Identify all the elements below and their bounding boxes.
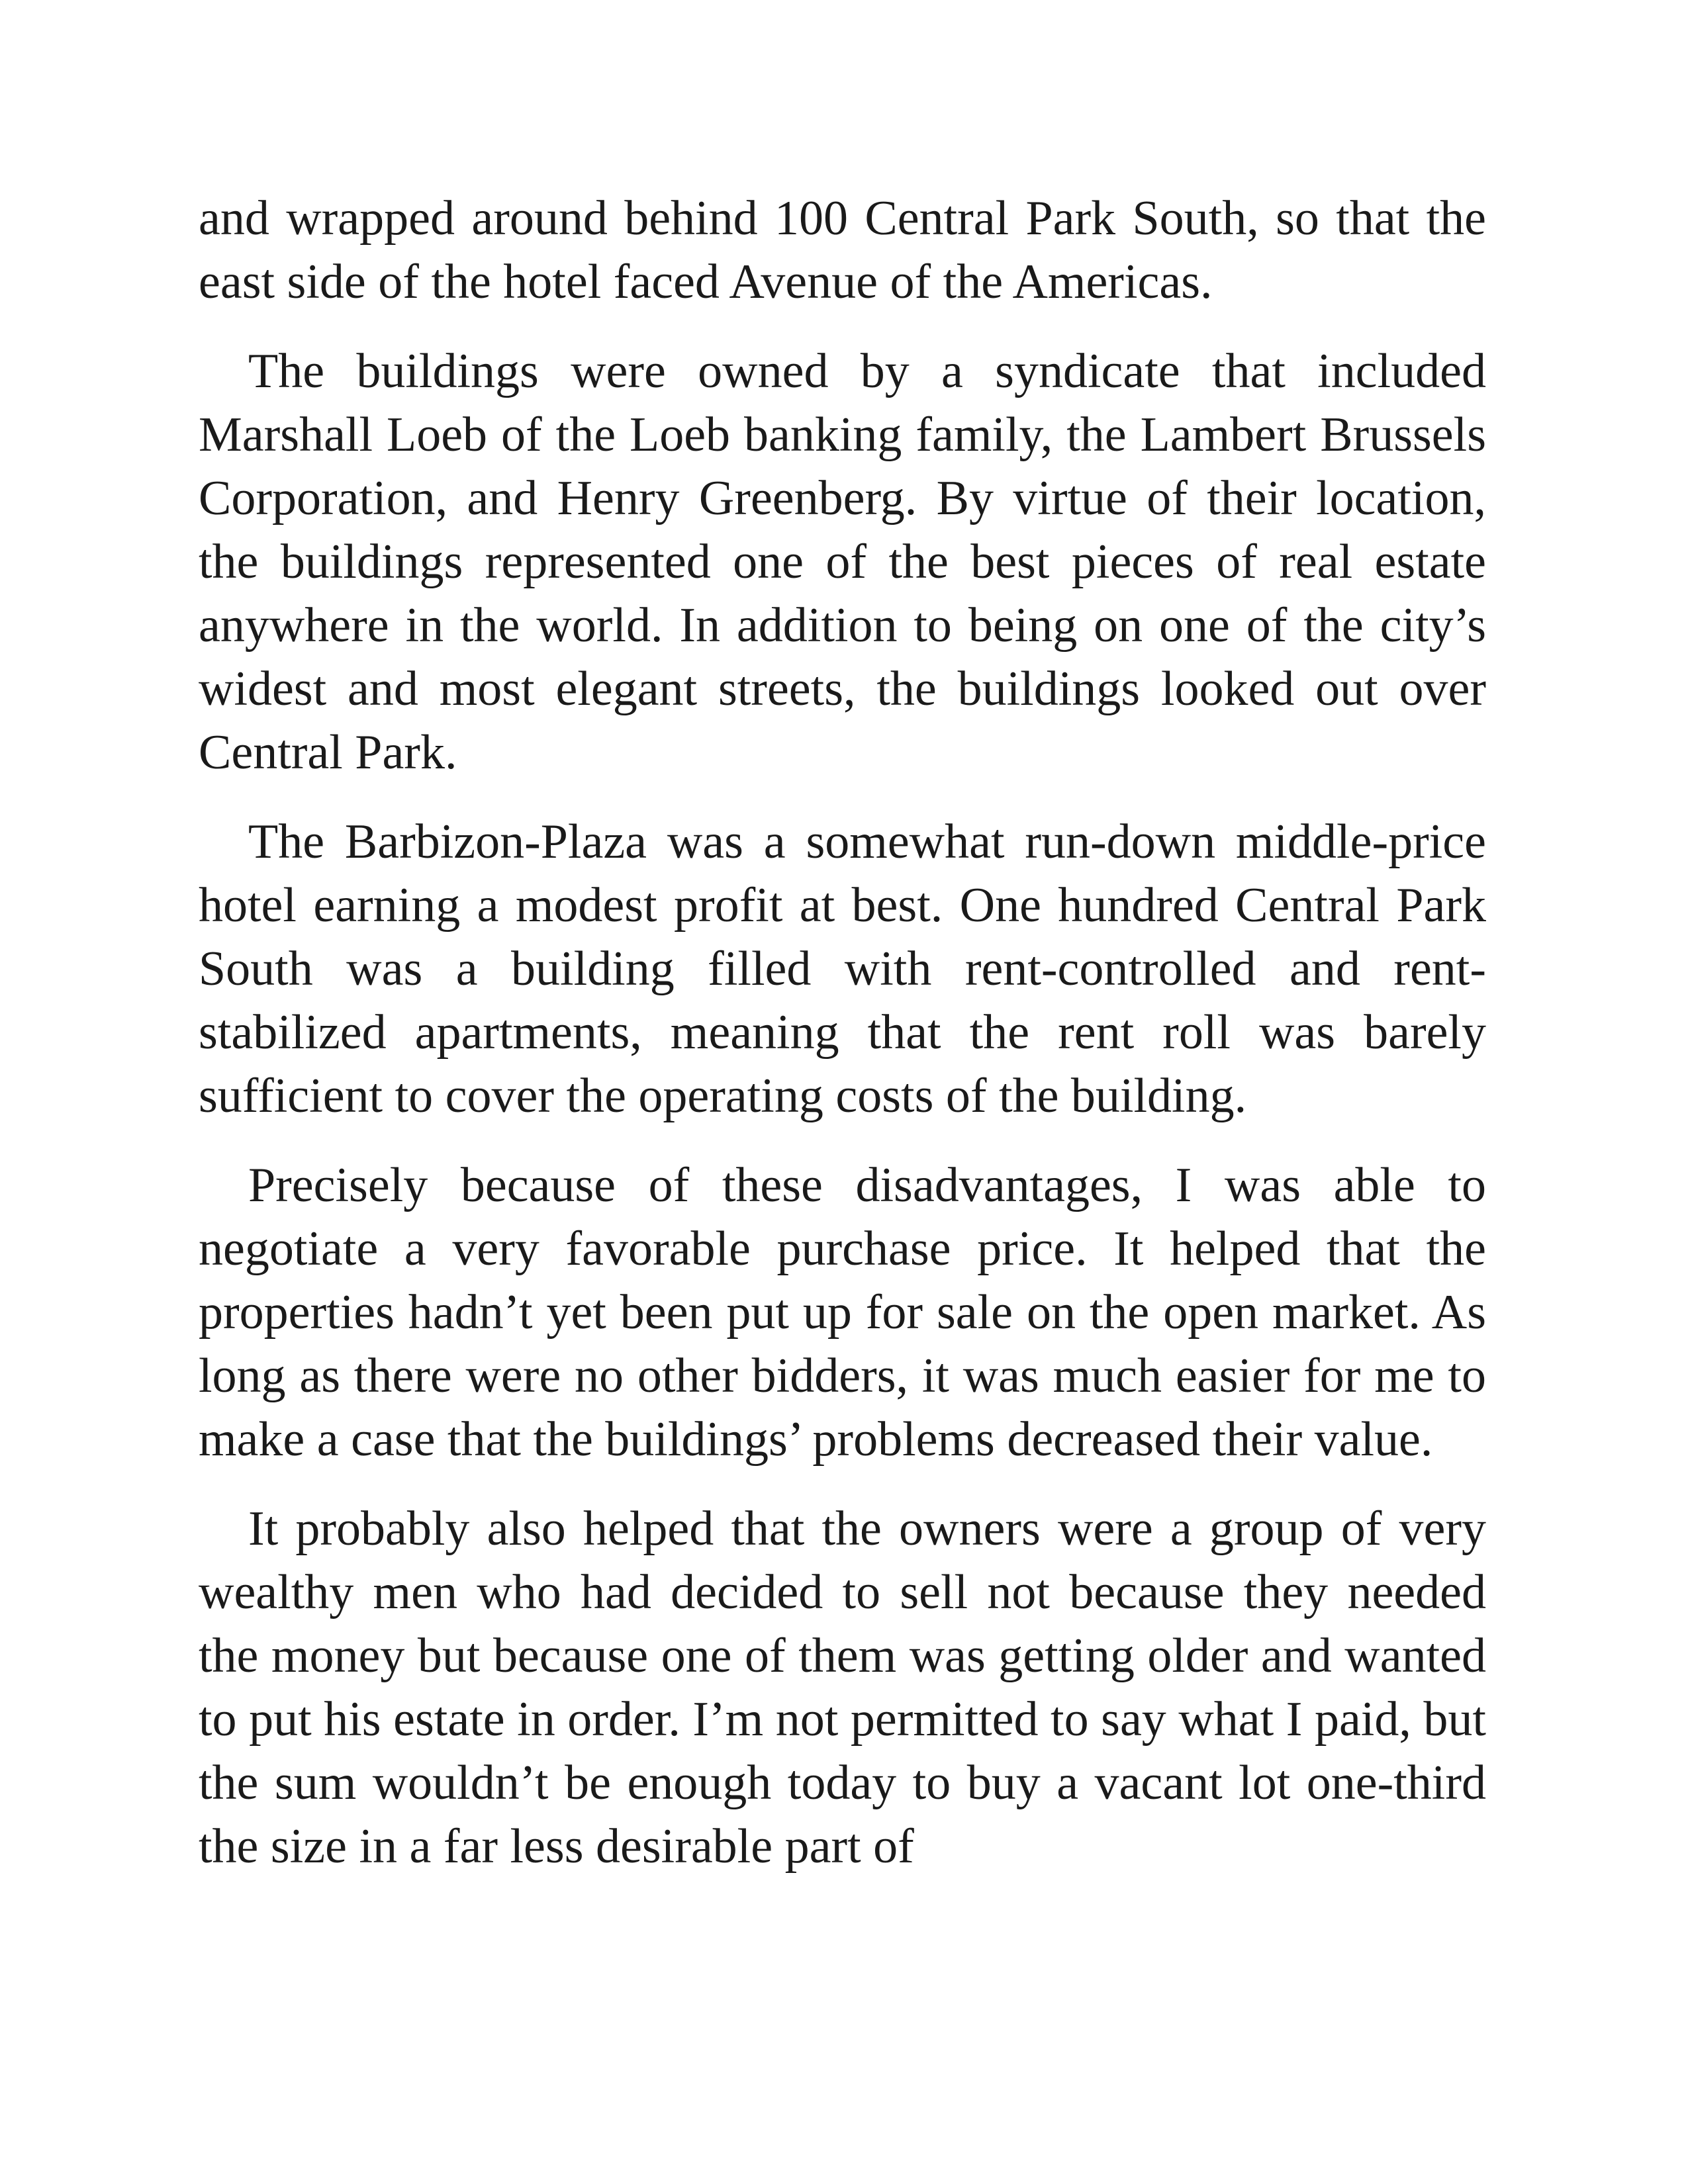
- paragraph-owners-sale: It probably also helped that the owners were a group of very wealthy men who had decided to sell not because they needed the money but because one of them was getting older and wanted to put his estate in order. I’m not permitted to say what I paid, but the sum wouldn’t be enough today to buy a vacant lot one-third the size in a far less desirable part of: [199, 1502, 1486, 1874]
- paragraph-syndicate-owners: The buildings were owned by a syndicate that included Marshall Loeb of the Loeb banking family, the Lambert Brussels Corporation, and Henry Greenberg. By virtue of their location, the buildings represented one of the best pieces of real estate anywhere in the world. In addition to being on one of the city’s widest and most elegant streets, the buildings looked out over Central Park.: [199, 344, 1486, 780]
- paragraph-continued: and wrapped around behind 100 Central Park South, so that the east side of the hotel faced Avenue of the Americas.: [199, 191, 1486, 309]
- paragraph-barbizon-plaza: The Barbizon-Plaza was a somewhat run-down middle-price hotel earning a modest profit at best. One hundred Central Park South was a building filled with rent-controlled and rent-stabilized apartments, meaning that the rent roll was barely sufficient to cover the operating costs of the building.: [199, 815, 1486, 1123]
- book-page: [199, 187, 1486, 1904]
- paragraph-purchase-price: Precisely because of these disadvantages, I was able to negotiate a very favorable purchase price. It helped that the properties hadn’t yet been put up for sale on the open market. As long as there were no other bidders, it was much easier for me to make a case that the buildings’ problems decreased their value.: [199, 1158, 1486, 1467]
